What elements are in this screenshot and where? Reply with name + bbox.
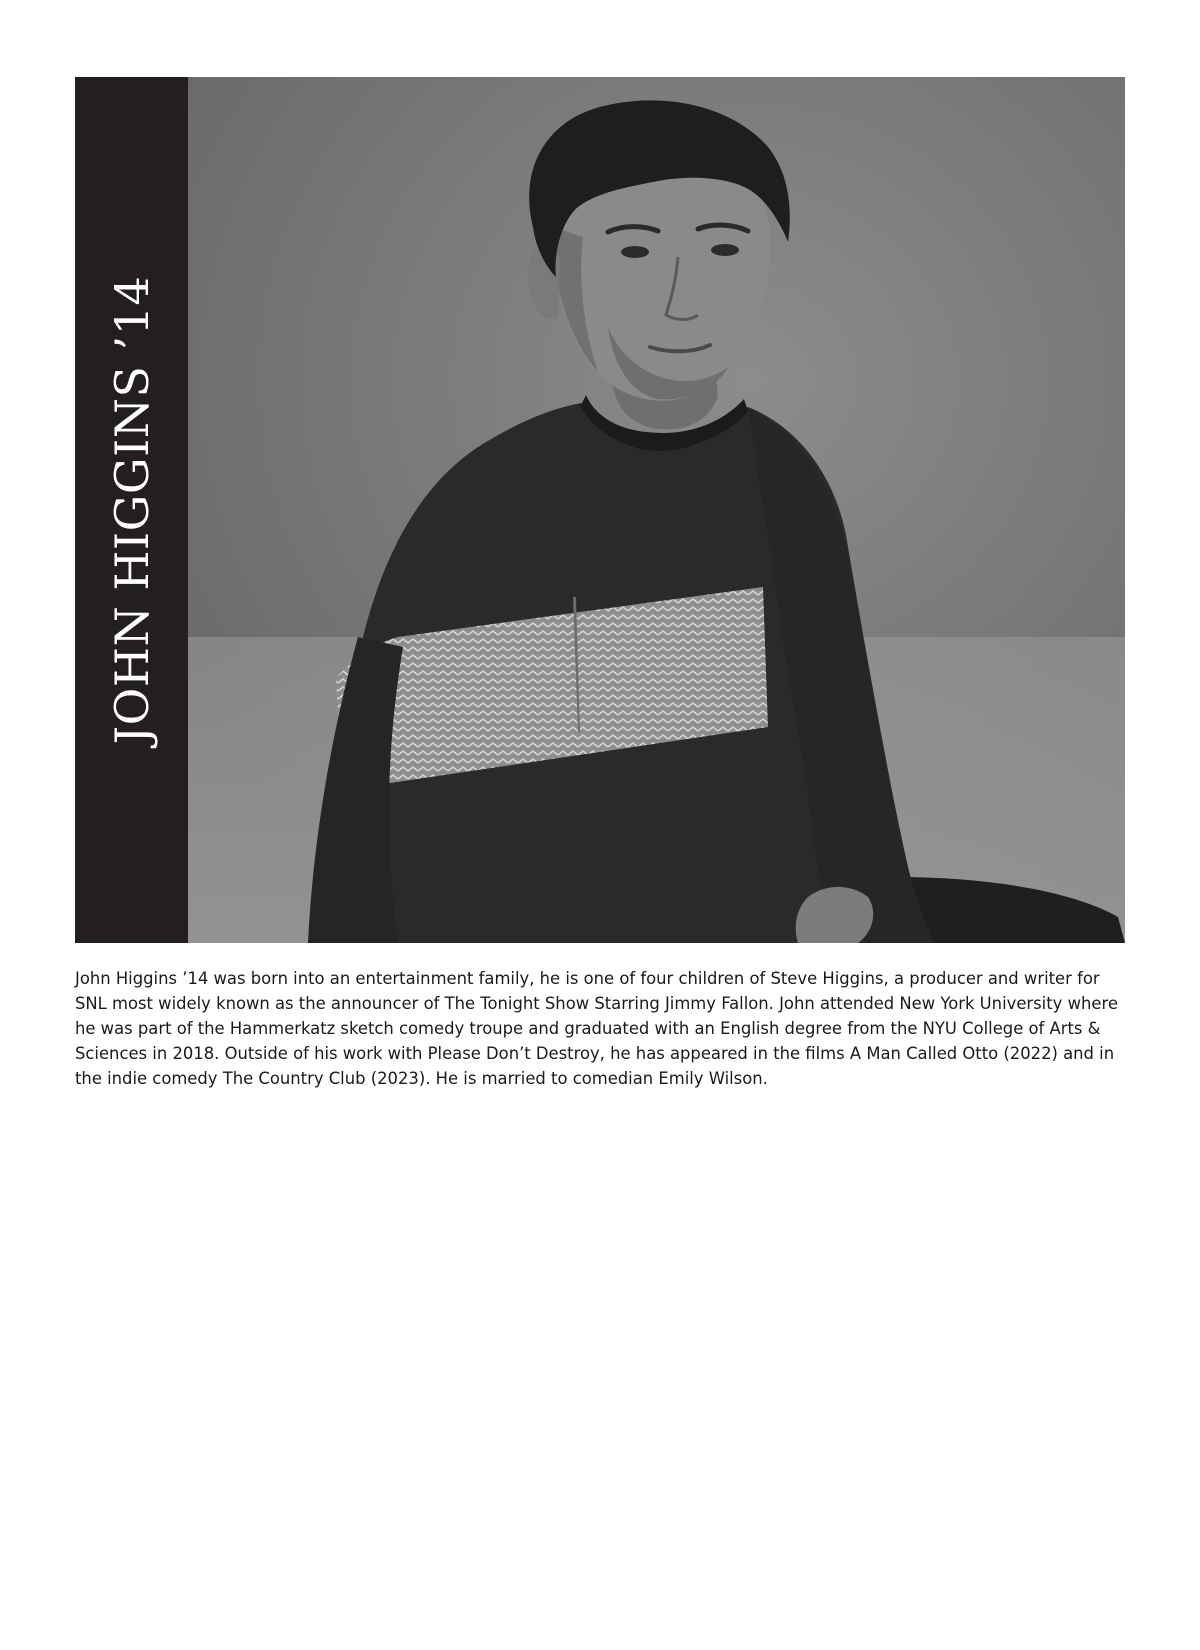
name-band: [75, 77, 188, 943]
profile-hero: [75, 77, 1125, 943]
portrait-illustration: [188, 77, 1125, 943]
profile-photo: [188, 77, 1125, 943]
bio-paragraph: John Higgins ’14 was born into an entertainment family, he is one of four children of Steve Higgins, a producer and writer for SNL most widely known as the announcer of The Tonight Show Starring Jimmy Fallon. John attended New York University where he was part of the Hammerkatz sketch comedy troupe and graduated with an English degree from the NYU College of Arts & Sciences in 2018. Outside of his work with Please Don’t Destroy, he has appeared in the films A Man Called Otto (2022) and in the indie comedy The Country Club (2023). He is married to comedian Emily Wilson.: [75, 969, 1118, 1088]
profile-name-heading: JOHN HIGGINS ’14: [104, 275, 159, 745]
